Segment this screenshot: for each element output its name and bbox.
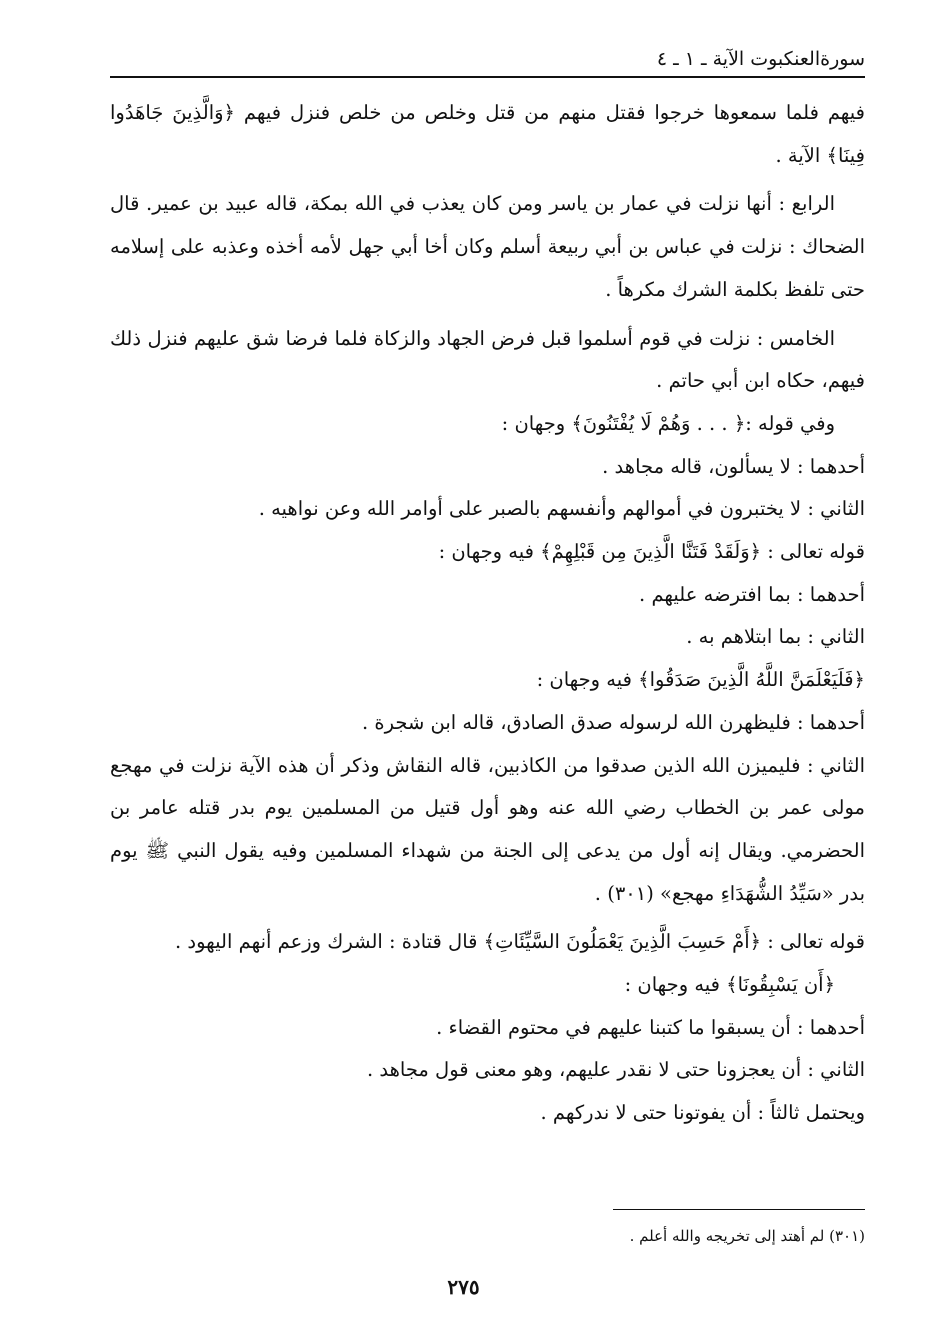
footnote-text: (٣٠١) لم أهتد إلى تخريجه والله أعلم . — [629, 1227, 865, 1245]
paragraph-8: أحدهما : بما افترضه عليهم . — [639, 582, 865, 606]
paragraph-3: الخامس : نزلت في قوم أسلموا قبل فرض الجهاد والزكاة فلما فرضا شق عليهم فنزل ذلك فيهم، حكاه ابن أبي حاتم . — [110, 326, 865, 393]
paragraph-13: قوله تعالى : ﴿أَمْ حَسِبَ الَّذِينَ يَعْمَلُونَ السَّيِّئَاتِ﴾ قال قتادة : الشرك وزعم أنهم اليهود . — [175, 930, 865, 954]
paragraph-5: أحدهما : لا يسألون، قاله مجاهد . — [602, 454, 865, 478]
page-number: ٢٧٥ — [447, 1275, 480, 1299]
paragraph-2: الرابع : أنها نزلت في عمار بن ياسر ومن كان يعذب في الله بمكة، قاله عبيد بن عمير. قال الضحاك : نزلت في عباس بن أبي ربيعة أسلم وكان أخا أبي جهل لأمه أخذه وعذبه على إسلامه حتى تلفظ بكلمة الشرك مكرهاً . — [110, 192, 865, 301]
paragraph-17: ويحتمل ثالثاً : أن يفوتونا حتى لا ندركهم . — [540, 1101, 865, 1125]
paragraph-9: الثاني : بما ابتلاهم به . — [686, 625, 865, 649]
paragraph-6: الثاني : لا يختبرون في أموالهم وأنفسهم بالصبر على أوامر الله وعن نواهيه . — [258, 497, 865, 521]
paragraph-16: الثاني : أن يعجزونا حتى لا نقدر عليهم، وهو معنى قول مجاهد . — [366, 1058, 865, 1082]
page-body — [110, 92, 865, 1135]
paragraph-15: أحدهما : أن يسبقوا ما كتبنا عليهم في محتوم القضاء . — [436, 1015, 865, 1039]
surah-verse-title: سورةالعنكبوت الآية ـ ١ ـ ٤ — [656, 48, 865, 70]
paragraph-12: الثاني : فليميزن الله الذين صدقوا من الكاذبين، قاله النقاش وذكر أن هذه الآية نزلت في مهجع مولى عمر بن الخطاب رضي الله عنه وهو أول قتيل من المسلمين يوم بدر قتله عامر بن الحضرمي. ويقال إنه أول من يدعى إلى الجنة من شهداء المسلمين وفيه يقول النبي ﷺ يوم بدر «سَيِّدُ الشُّهَدَاءِ مهجع» (٣٠١) . — [110, 753, 865, 905]
paragraph-10: ﴿فَلَيَعْلَمَنَّ اللَّهُ الَّذِينَ صَدَقُوا﴾ فيه وجهان : — [536, 668, 865, 692]
paragraph-1: فيهم فلما سمعوها خرجوا فقتل منهم من قتل وخلص من خلص فنزل فيهم ﴿وَالَّذِينَ جَاهَدُوا فِينَا﴾ الآية . — [110, 101, 865, 167]
running-header — [110, 42, 865, 78]
paragraph-7: قوله تعالى : ﴿وَلَقَدْ فَتَنَّا الَّذِينَ مِن قَبْلِهِمْ﴾ فيه وجهان : — [438, 540, 865, 564]
paragraph-11: أحدهما : فليظهرن الله لرسوله صدق الصادق، قاله ابن شجرة . — [362, 710, 865, 734]
footnote — [110, 1222, 865, 1250]
footnote-divider — [613, 1209, 865, 1210]
paragraph-4: وفي قوله :﴿ . . . وَهُمْ لَا يُفْتَنُونَ﴾ وجهان : — [501, 411, 835, 435]
paragraph-14: ﴿أَن يَسْبِقُونَا﴾ فيه وجهان : — [624, 973, 835, 997]
